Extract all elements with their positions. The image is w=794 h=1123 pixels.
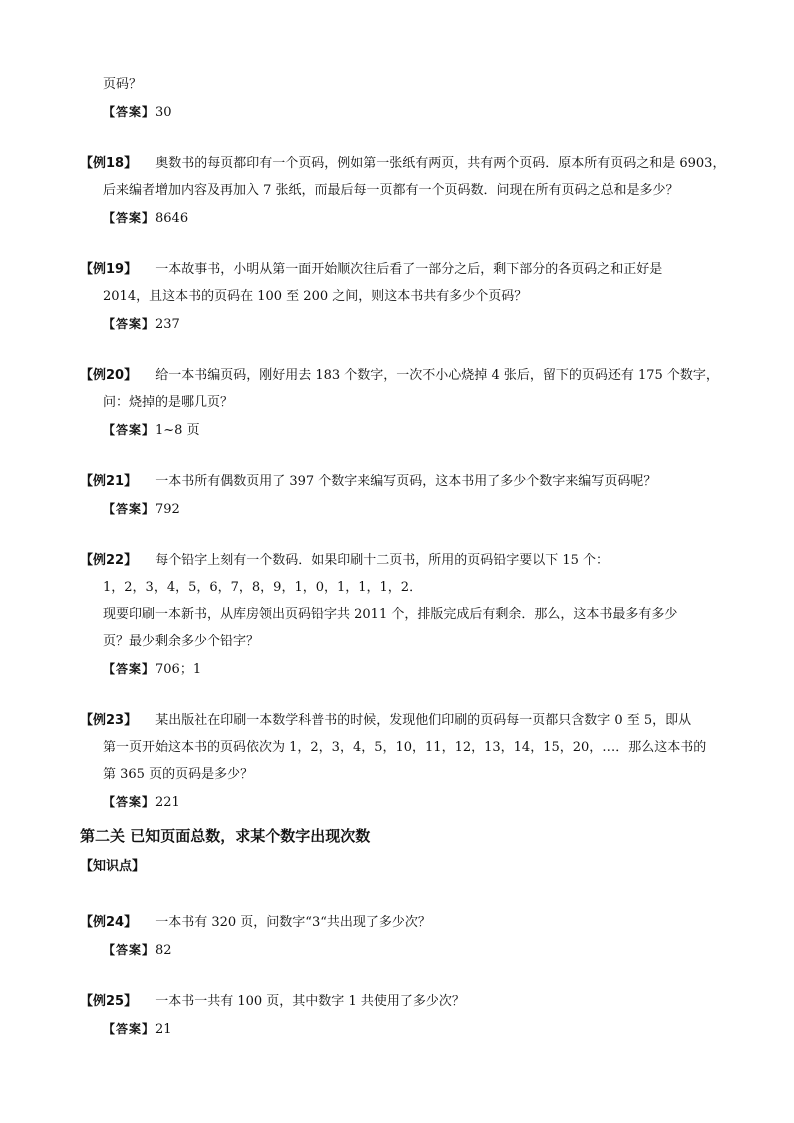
example-tag: 【例25】 <box>80 994 138 1009</box>
answer-label: 【答案】 <box>103 795 156 809</box>
example-text: 一本书所有偶数页用了 397 个数字来编写页码，这本书用了多少个数字来编写页码呢？ <box>155 474 657 489</box>
example-text: 一本书有 320 页，问数字“3“共出现了多少次？ <box>155 915 431 930</box>
answer-value: 221 <box>155 795 180 810</box>
example-text: 给一本书编页码，刚好用去 183 个数字，一次不小心烧掉 4 张后，留下的页码还有 175 个数字， <box>155 368 719 383</box>
example-tag: 【例24】 <box>80 915 138 930</box>
example-18-line-2: 后来编者增加内容及再加入 7 张纸，而最后每一页都有一个页码数．问现在所有页码之总和是多少？ <box>103 183 679 198</box>
answer-label: 【答案】 <box>103 105 156 119</box>
answer-line <box>103 103 172 122</box>
answer-line <box>103 660 201 679</box>
example-25-line-1 <box>80 993 465 1011</box>
example-24-line-1 <box>80 914 431 932</box>
example-23-line-3: 第 365 页的页码是多少？ <box>103 767 254 782</box>
example-text: 一本书一共有 100 页，其中数字 1 共使用了多少次？ <box>155 994 465 1009</box>
continued-text: 页码？ <box>103 77 143 92</box>
example-22-line-4: 页？最少剩余多少个铅字？ <box>103 634 260 649</box>
example-19-line-1 <box>80 261 662 279</box>
answer-line <box>103 315 180 334</box>
example-22-line-3: 现要印刷一本新书，从库房领出页码铅字共 2011 个，排版完成后有剩余．那么，这本书最多有多少 <box>103 607 678 622</box>
example-22-line-1 <box>80 552 609 570</box>
answer-label: 【答案】 <box>103 662 156 676</box>
answer-label: 【答案】 <box>103 943 156 957</box>
example-20-line-2: 问：烧掉的是哪几页？ <box>103 395 234 410</box>
answer-label: 【答案】 <box>103 317 156 331</box>
example-tag: 【例20】 <box>80 368 138 383</box>
answer-line <box>103 209 188 228</box>
example-23-line-2: 第一页开始这本书的页码依次为 1，2，3，4，5，10，11，12，13，14，15，20，…．那么这本书的 <box>103 740 707 755</box>
example-22-line-2: 1，2，3，4，5，6，7，8，9，1，0，1，1，1，2． <box>103 580 423 595</box>
example-23-line-1 <box>80 712 691 730</box>
example-21-line-1 <box>80 473 656 491</box>
answer-line <box>103 1020 172 1039</box>
answer-value: 792 <box>155 502 180 517</box>
answer-label: 【答案】 <box>103 423 156 437</box>
answer-value: 82 <box>155 943 172 958</box>
example-20-line-1 <box>80 367 719 385</box>
example-tag: 【例21】 <box>80 474 138 489</box>
answer-line <box>103 500 180 519</box>
answer-line <box>103 941 172 960</box>
example-text: 每个铅字上刻有一个数码．如果印刷十二页书，所用的页码铅字要以下 15 个： <box>155 553 610 568</box>
answer-value: 30 <box>155 105 172 120</box>
section-heading: 第二关 已知页面总数，求某个数字出现次数 <box>80 827 371 845</box>
example-text: 某出版社在印刷一本数学科普书的时候，发现他们印刷的页码每一页都只含数字 0 至 5，即从 <box>155 713 692 728</box>
knowledge-heading: 【知识点】 <box>80 859 146 874</box>
answer-value: 237 <box>155 317 180 332</box>
example-tag: 【例18】 <box>80 156 138 171</box>
answer-line <box>103 421 200 440</box>
answer-value: 8646 <box>155 211 189 226</box>
example-text: 一本故事书，小明从第一面开始顺次往后看了一部分之后，剩下部分的各页码之和正好是 <box>155 262 663 277</box>
answer-label: 【答案】 <box>103 1022 156 1036</box>
answer-label: 【答案】 <box>103 502 156 516</box>
example-tag: 【例19】 <box>80 262 138 277</box>
answer-value: 706；1 <box>155 662 202 677</box>
answer-value: 1~8 页 <box>155 423 200 438</box>
answer-line <box>103 793 180 812</box>
example-19-line-2: 2014，且这本书的页码在 100 至 200 之间，则这本书共有多少个页码？ <box>103 289 528 304</box>
answer-label: 【答案】 <box>103 211 156 225</box>
example-18-line-1 <box>80 155 725 173</box>
example-text: 奥数书的每页都印有一个页码，例如第一张纸有两页，共有两个页码．原本所有页码之和是 6903， <box>155 156 726 171</box>
answer-value: 21 <box>155 1022 172 1037</box>
example-tag: 【例23】 <box>80 713 138 728</box>
example-tag: 【例22】 <box>80 553 138 568</box>
